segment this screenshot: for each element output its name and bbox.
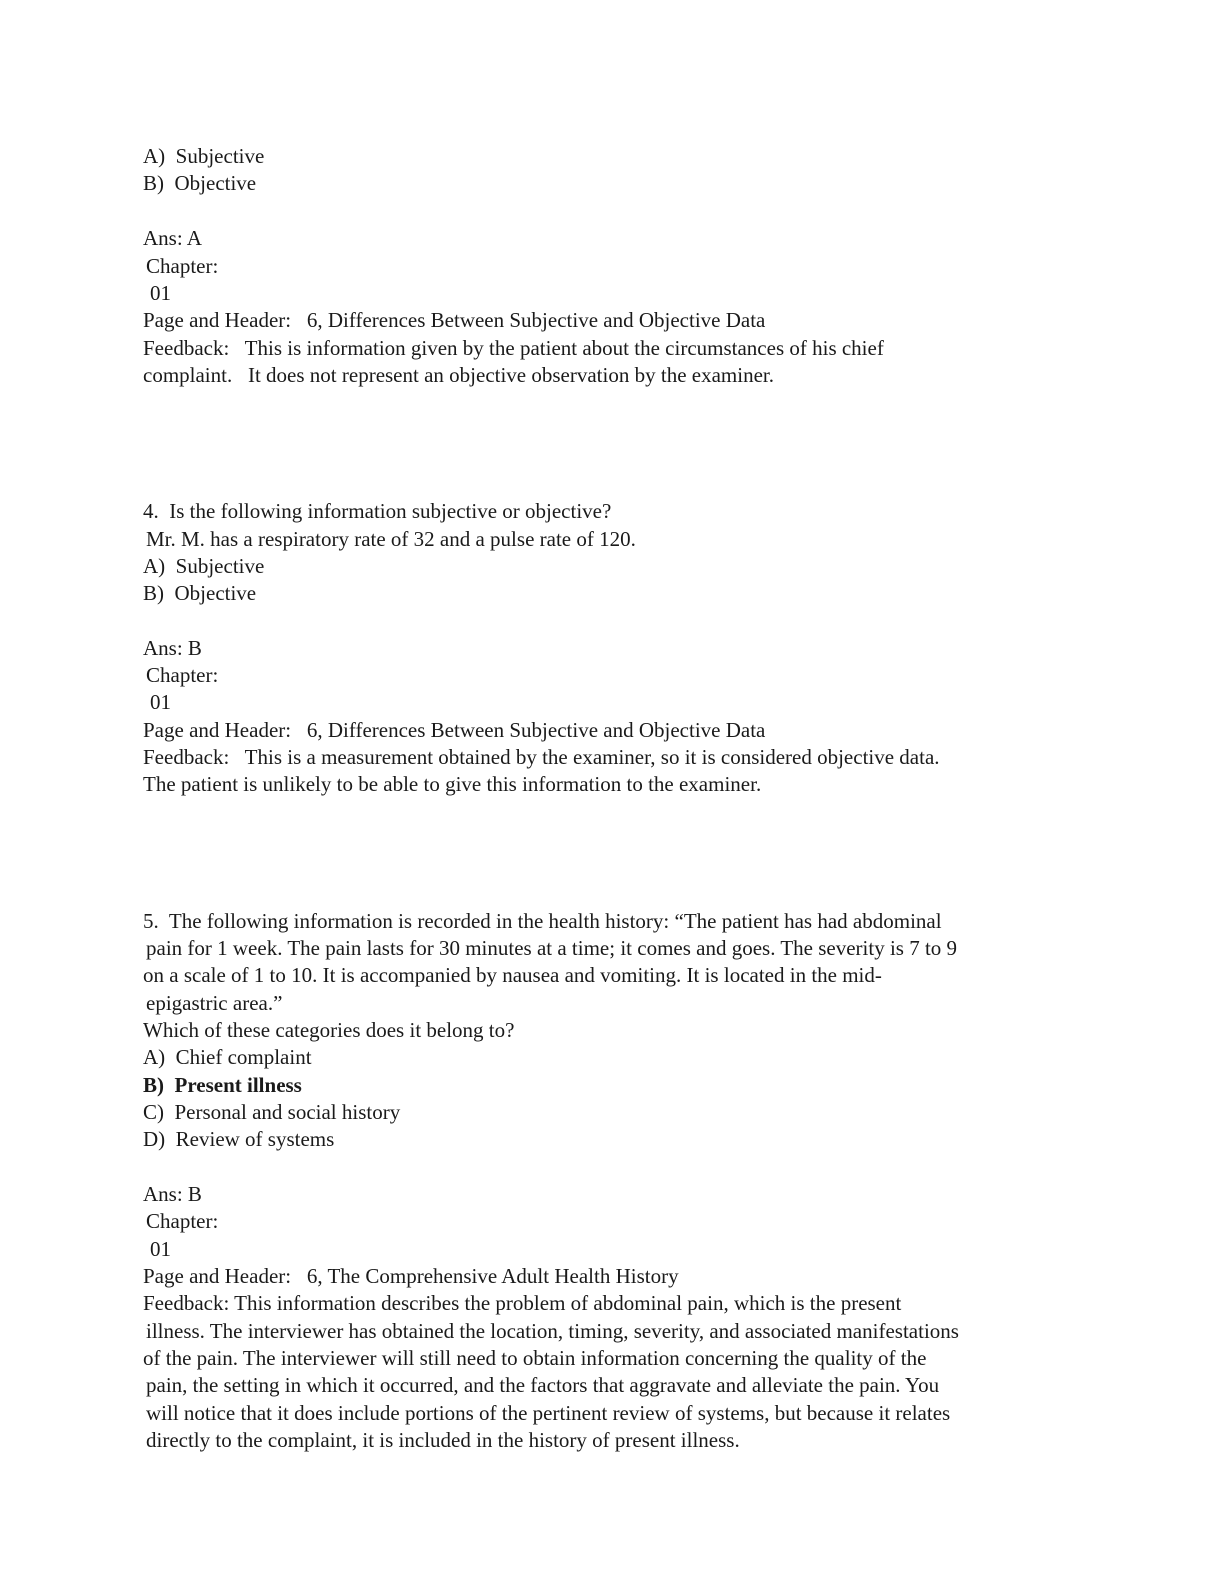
- q5-answer: Ans: B: [143, 1182, 202, 1206]
- q4-chapter-value: 01: [150, 690, 171, 714]
- q5-question-line: 5. The following information is recorded in the health history: “The patient has had abdominal: [143, 909, 942, 933]
- q5-question-line: epigastric area.”: [146, 991, 283, 1015]
- q4-option-b: B) Objective: [143, 581, 257, 605]
- q4-question: 4. Is the following information subjective or objective?: [143, 499, 612, 523]
- q5-chapter-label: Chapter:: [146, 1209, 219, 1233]
- q5-feedback-line: will notice that it does include portions of the pertinent review of systems, but because it relates: [146, 1401, 951, 1425]
- q5-option-c: C) Personal and social history: [143, 1100, 401, 1124]
- q3-option-a: A) Subjective: [143, 144, 265, 168]
- q4-chapter-label: Chapter:: [146, 663, 219, 687]
- q4-stem: Mr. M. has a respiratory rate of 32 and a pulse rate of 120.: [146, 527, 636, 551]
- q5-option-d: D) Review of systems: [143, 1127, 335, 1151]
- q5-feedback-line: directly to the complaint, it is included in the history of present illness.: [146, 1428, 740, 1452]
- q4-answer: Ans: B: [143, 636, 202, 660]
- q4-feedback-line: Feedback: This is a measurement obtained by the examiner, so it is considered objective data.: [143, 745, 940, 769]
- q4-option-a: A) Subjective: [143, 554, 265, 578]
- q5-feedback-line: illness. The interviewer has obtained the location, timing, severity, and associated manifestations: [146, 1319, 959, 1343]
- q5-option-b-correct: B) Present illness: [143, 1073, 302, 1097]
- q5-feedback-line: pain, the setting in which it occurred, and the factors that aggravate and alleviate the pain. You: [146, 1373, 940, 1397]
- q5-feedback-line: of the pain. The interviewer will still need to obtain information concerning the quality of the: [143, 1346, 927, 1370]
- q5-question-line: on a scale of 1 to 10. It is accompanied by nausea and vomiting. It is located in the mid-: [143, 963, 882, 987]
- q5-option-a: A) Chief complaint: [143, 1045, 312, 1069]
- q3-answer: Ans: A: [143, 226, 202, 250]
- q5-page-header: Page and Header: 6, The Comprehensive Adult Health History: [143, 1264, 679, 1288]
- q3-page-header: Page and Header: 6, Differences Between Subjective and Objective Data: [143, 308, 766, 332]
- q3-feedback-line: complaint. It does not represent an objective observation by the examiner.: [143, 363, 774, 387]
- q4-feedback-line: The patient is unlikely to be able to give this information to the examiner.: [143, 772, 762, 796]
- q5-feedback-line: Feedback: This information describes the problem of abdominal pain, which is the present: [143, 1291, 902, 1315]
- q4-page-header: Page and Header: 6, Differences Between Subjective and Objective Data: [143, 718, 766, 742]
- q5-question-line: pain for 1 week. The pain lasts for 30 minutes at a time; it comes and goes. The severity is 7 to 9: [146, 936, 958, 960]
- q3-option-b: B) Objective: [143, 171, 257, 195]
- q5-chapter-value: 01: [150, 1237, 171, 1261]
- q5-question-line: Which of these categories does it belong to?: [143, 1018, 515, 1042]
- q3-chapter-value: 01: [150, 281, 171, 305]
- q3-chapter-label: Chapter:: [146, 254, 219, 278]
- q3-feedback-line: Feedback: This is information given by the patient about the circumstances of his chief: [143, 336, 884, 360]
